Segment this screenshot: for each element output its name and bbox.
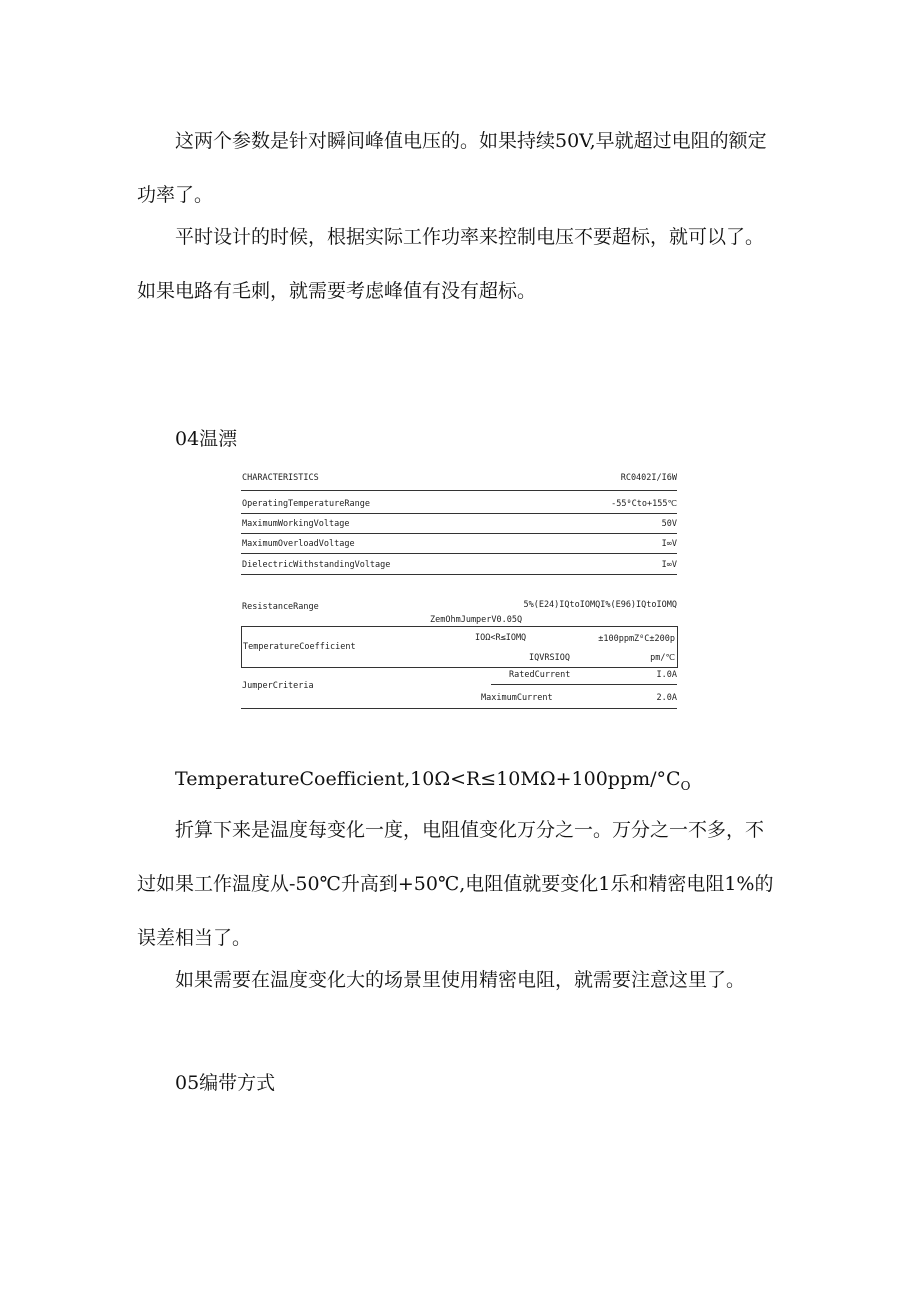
spec-tc-label: TemperatureCoefficient [243, 642, 356, 652]
spec-tc-value-2: pm/℃ [650, 653, 675, 663]
spec-rule [241, 490, 677, 491]
tc-formula-suffix: O [680, 778, 691, 793]
paragraph-design-advice: 平时设计的时候，根据实际工作功率来控制电压不要超标，就可以了。如果电路有毛刺，就需要考虑峰值有没有超标。 [137, 226, 765, 302]
spec-row-value: 50V [661, 519, 677, 529]
spec-resistance-label: ResistanceRange [242, 602, 319, 612]
spec-header-label: CHARACTERISTICS [242, 473, 319, 483]
spec-rule [241, 533, 677, 534]
spec-rated-value: I.0A [656, 670, 677, 680]
spec-header-model: RC0402I/I6W [620, 473, 677, 483]
spec-jumper-label: JumperCriteria [242, 681, 314, 691]
spec-tc-value-1: ±100ppmZ⁰C±200p [598, 634, 675, 644]
spec-row-value: I∞V [661, 560, 677, 570]
tc-formula-main: TemperatureCoefficient,10Ω<R≤10MΩ+100ppm/°C [175, 768, 681, 790]
spec-rule [491, 684, 677, 685]
paragraph-tc-explanation: 折算下来是温度每变化一度，电阻值变化万分之一。万分之一不多，不过如果工作温度从-50℃升高到+50℃,电阻值就要变化1乐和精密电阻1%的误差相当了。 [137, 819, 774, 949]
heading-temp-drift: 04温漂 [175, 428, 238, 450]
spec-row-value: -55⁰Cto+155℃ [611, 499, 677, 509]
spec-row-value: I∞V [661, 539, 677, 549]
spec-rule [241, 708, 677, 709]
paragraph-peak-voltage: 这两个参数是针对瞬间峰值电压的。如果持续50V,早就超过电阻的额定功率了。 [137, 130, 767, 206]
spec-row-label: MaximumWorkingVoltage [242, 519, 350, 529]
spec-tc-range-1: IOΩ<R≤IOMQ [475, 633, 527, 643]
spec-resistance-value: 5%(E24)IQtoIOMQI%(E96)IQtoIOMQ [523, 600, 677, 610]
spec-row-label: OperatingTemperatureRange [242, 499, 370, 509]
spec-jumper-value: ZemOhmJumperV0.05Q [430, 615, 523, 625]
paragraph-precision-note: 如果需要在温度变化大的场景里使用精密电阻，就需要注意这里了。 [175, 969, 746, 991]
spec-rule [241, 513, 677, 514]
spec-table [241, 466, 677, 710]
spec-rated-label: RatedCurrent [509, 670, 571, 680]
spec-tc-range-2: IQVRSIOQ [529, 653, 570, 663]
heading-taping: 05编带方式 [175, 1072, 276, 1094]
spec-row-label: MaximumOverloadVoltage [242, 539, 355, 549]
spec-max-label: MaximumCurrent [481, 693, 553, 703]
spec-row-label: DielectricWithstandingVoltage [242, 560, 391, 570]
tc-formula [175, 768, 690, 793]
spec-max-value: 2.0A [656, 693, 677, 703]
spec-rule [241, 574, 677, 575]
spec-rule [241, 553, 677, 554]
